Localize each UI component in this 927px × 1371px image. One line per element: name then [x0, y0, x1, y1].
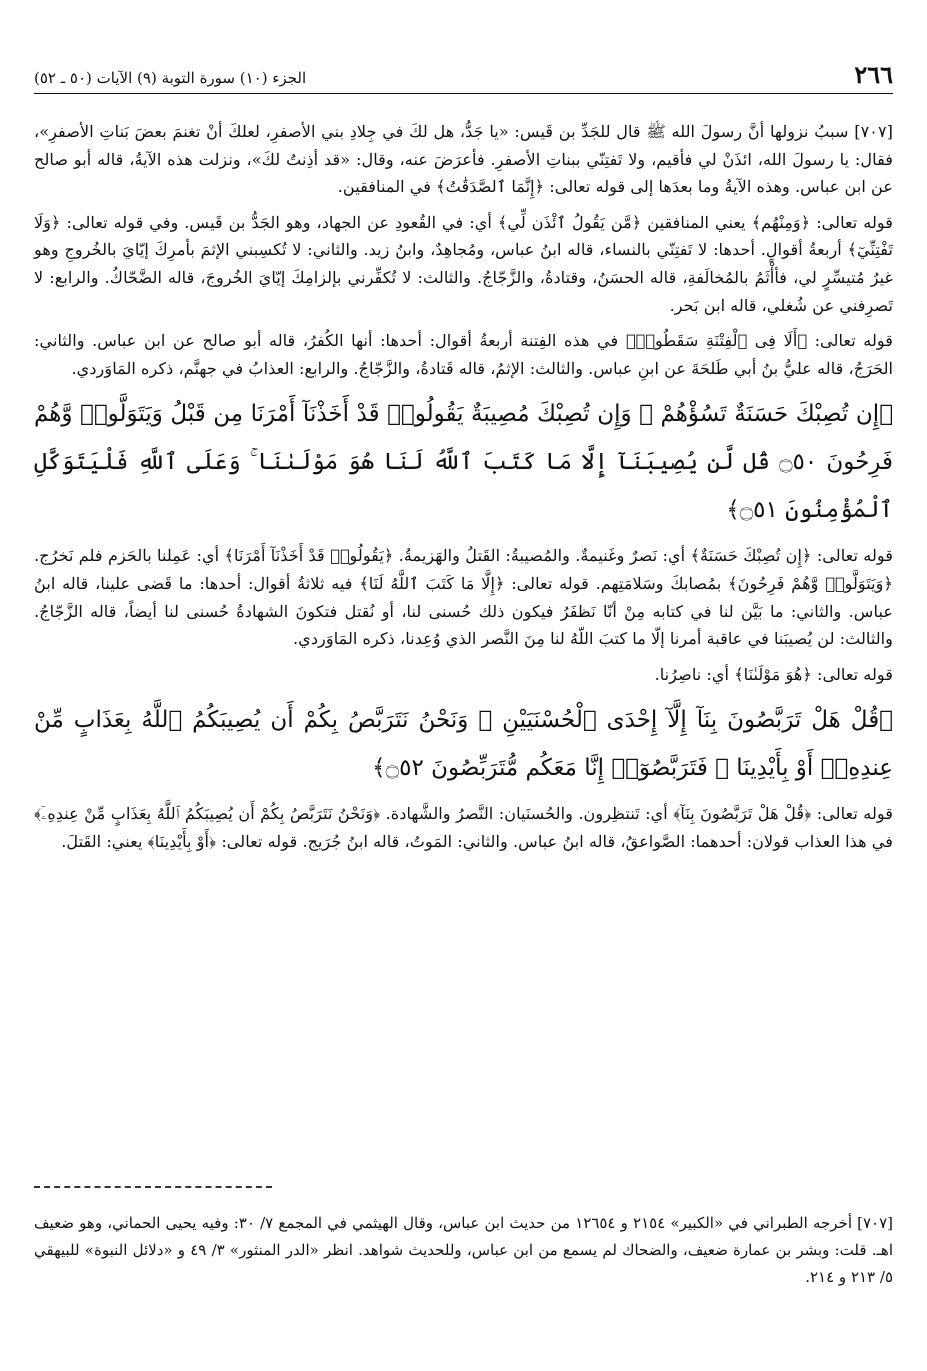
- footnote-separator: [34, 1186, 272, 1188]
- paragraph-tafsir-49b: قوله تعالى: ﴿أَلَا فِى ٱلْفِتْنَةِ سَقَطُوا۟﴾ في هذه الفِتنة أربعةُ أقوال: أحدها: أنها الكُفرُ، قاله أبو صالح عن ابن عباس. والثاني: الحَرَجُ، قاله عليُّ بنُ أبي طَلحَةَ عن ابنِ عباس. والثالث: الإثمُ، قاله قَتادةُ، والزَّجّاجُ. والرابع: العذابُ في جهنَّم، ذكره المَاوَردي.: [34, 331, 893, 378]
- page-header: [34, 60, 893, 94]
- main-text: [34, 118, 893, 864]
- footnote: [٧٠٧] أخرجه الطبراني في «الكبير» ٢١٥٤ و ١٢٦٥٤ من حديث ابن عباس، وقال الهيثمي في المجمع ٧/ ٣٠: وفيه يحيى الحماني، وهو ضعيف اهـ. قلت: وبشر بن عمارة ضعيف، والضحاك لم يسمع من ابن عباس، وللحديث شواهد. انظر «الدر المنثور» ٣/ ٤٩ و «دلائل النبوة» للبيهقي ٥/ ٢١٣ و ٢١٤.: [34, 1214, 894, 1286]
- running-head: الجزء (١٠) سورة التوبة (٩) الآيات (٥٠ ـ ٥٢): [34, 69, 307, 87]
- paragraph-tafsir-49a: قوله تعالى: ﴿وَمِنْهُم﴾ يعني المنافقين ﴿مَّن يَقُولُ ٱئْذَن لِّي﴾ أي: في القُعودِ عن الجهاد، وهو الجَدُّ بن قَيس. وفي قوله تعالى: ﴿وَلَا تَفْتِنِّيٓ﴾ أربعةُ أقوالٍ. أحدها: لا تَفتِنّي بالنساء، قاله ابنُ عباس، ومُجاهِدٌ، وابنُ زيد. والثاني: لا تُكسِبني الإثمَ بأمرِكَ إيّايَ بالخُروجِ وهو غيرُ مُتيسِّرٍ لي، فأأْثَمُ بالمُخالَفةِ، قاله الحسَنُ، وقتادةُ، والزَّجّاجُ. والثالث: لا تُكفِّرني بإلزامِكَ إيّايَ الخُروجَ، قاله الضَّحّاكُ. والرابع: لا تَصرِفني عن شُغلي، قاله ابن بَحر.: [34, 212, 893, 315]
- quran-verse-50-51: ﴿إِن تُصِبْكَ حَسَنَةٌ تَسُؤْهُمْ ۖ وَإِن تُصِبْكَ مُصِيبَةٌ يَقُولُوا۟ قَدْ أَخَذْنَآ أَمْرَنَا مِن قَبْلُ وَيَتَوَلَّوا۟ وَّهُمْ فَرِحُونَ ۝٥٠ قُل لَّن يُصِيبَنَآ إِلَّا مَا كَتَبَ ٱللَّهُ لَنَا هُوَ مَوْلَىٰنَا ۚ وَعَلَى ٱللَّهِ فَلْيَتَوَكَّلِ ٱلْمُؤْمِنُونَ ۝٥١﴾: [34, 401, 893, 524]
- quran-verse-52: ﴿قُلْ هَلْ تَرَبَّصُونَ بِنَآ إِلَّآ إِحْدَى ٱلْحُسْنَيَيْنِ ۖ وَنَحْنُ نَتَرَبَّصُ بِكُمْ أَن يُصِيبَكُمُ ٱللَّهُ بِعَذَابٍ مِّنْ عِندِهِۦٓ أَوْ بِأَيْدِينَا ۖ فَتَرَبَّصُوٓا۟ إِنَّا مَعَكُم مُّتَرَبِّصُونَ ۝٥٢﴾: [34, 707, 893, 782]
- page-number: ٢٦٦: [854, 60, 893, 89]
- paragraph-tafsir-50-51: قوله تعالى: ﴿إِن تُصِبْكَ حَسَنَةٌ﴾ أي: نَصرٌ وغَنيمةٌ. والمُصيبةُ: القَتلُ والهَزيمةُ. ﴿يَقُولُوا۟ قَدْ أَخَذْنَآ أَمْرَنَا﴾ أي: عَمِلنا بالحَزم فلم نَخرُج. ﴿وَيَتَوَلَّوا۟ وَّهُمْ فَرِحُونَ﴾ بمُصابكَ وسَلامَتِهم. قوله تعالى: ﴿إِلَّا مَا كَتَبَ ٱللَّهُ لَنَا﴾ فيه ثلاثةُ أقوال: أحدها: ما قَضى علينا، قاله ابنُ عباس. والثاني: ما بَيَّن لنا في كتابه مِنْ أنّا نَظفَرُ فيكون ذلك حُسنى لنا، أو نُقتل فتكونَ الشهادةُ حُسنى لنا أيضاً، قاله الزَّجّاجُ. والثالث: لن يُصيبَنا في عاقبة أمرنا إلّا ما كتبَ اللّهُ لنا مِنَ النَّصر الذي وُعِدنا، ذكره المَاوَردي.: [34, 546, 893, 649]
- paragraph-sabab-nuzul: [٧٠٧] سببُ نزولها أنَّ رسولَ الله ﷺ قال للجَدِّ بن قَيس: «يا جَدُّ، هل لكَ في جِلادِ بني الأصفرِ، لعلكَ أنْ تغنمَ بعضَ بَناتِ الأصفرِ»، فقال: يا رسولَ الله، ائذَنْ لي فأقيم، ولا تَفتِنّي ببناتِ الأصفرِ. فأعرَضَ عنه، وقال: «قد أذِنتُ لكَ»، ونزلت هذه الآيةُ، قاله أبو صالح عن ابن عباس. وهذه الآيةُ وما بعدَها إلى قوله تعالى: ﴿إِنَّمَا ٱلصَّدَقَٰتُ﴾ في المنافقين.: [34, 122, 893, 197]
- paragraph-tafsir-51: قوله تعالى: ﴿هُوَ مَوْلَىٰنَا﴾ أي: ناصِرُنا.: [654, 664, 893, 684]
- paragraph-tafsir-52: قوله تعالى: ﴿قُلْ هَلْ تَرَبَّصُونَ بِنَآ﴾ أي: تَنتظِرون. والحُسنَيان: النَّصرُ والشَّهادة. ﴿وَنَحْنُ نَتَرَبَّصُ بِكُمْ أَن يُصِيبَكُمُ ٱللَّهُ بِعَذَابٍ مِّنْ عِندِهِۦٓ﴾ في هذا العذاب قولان: أحدهما: الصَّواعقُ، قاله ابنُ عباس. والثاني: المَوتُ، قاله ابنُ جُرَيج. قوله تعالى: ﴿أَوْ بِأَيْدِينَا﴾ يعني: القَتلَ.: [34, 804, 893, 851]
